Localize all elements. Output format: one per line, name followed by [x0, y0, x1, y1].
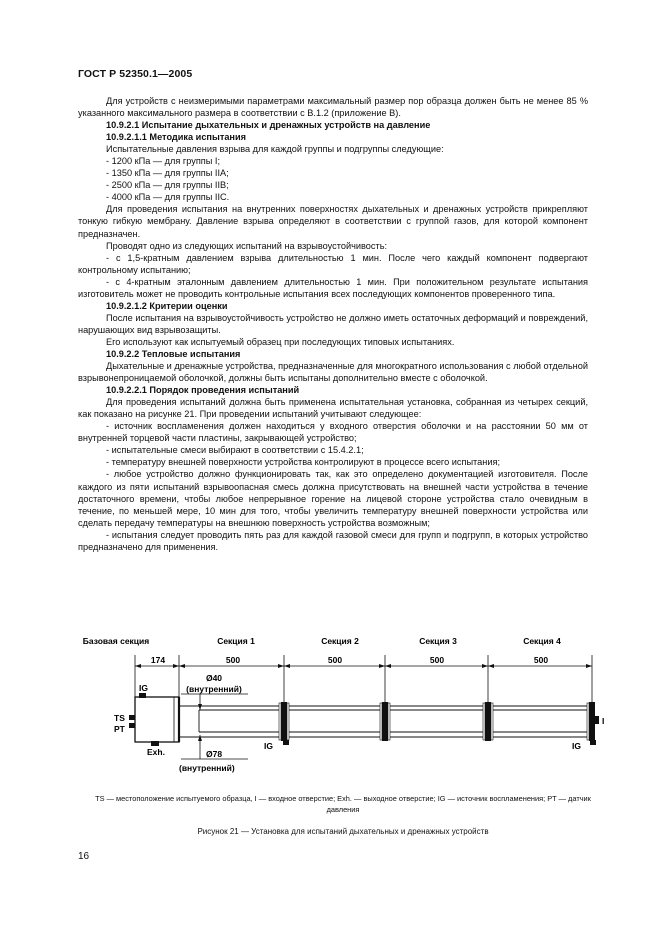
dimension-lines	[135, 655, 592, 705]
base-section-box	[135, 697, 179, 742]
paragraph: Дыхательные и дренажные устройства, предназначенные для многократного использования с любой отдельной взрывонепроницаемой оболочкой, должны быть испытаны дополнительно вместе с оболочкой.	[78, 361, 588, 384]
dim-section-4: 500	[533, 655, 549, 665]
dim-base: 174	[150, 655, 166, 665]
paragraph: Для устройств с неизмеримыми параметрами максимальный размер пор образца должен быть не менее 85 % указанного максимального размера в соответствии с В.1.2 (приложение В).	[78, 96, 588, 119]
section-heading: 10.9.2.2 Тепловые испытания	[106, 348, 241, 359]
list-item: - источник воспламенения должен находиться у входного отверстия оболочки и на расстоянии 50 мм от внутренней торцевой части пластины, закрывающей устройство;	[78, 421, 588, 444]
flanges	[281, 702, 595, 741]
paragraph: Испытательные давления взрыва для каждой группы и подгруппы следующие:	[106, 144, 444, 155]
section-3-label: Секция 3	[419, 636, 457, 646]
base-section-label: Базовая секция	[82, 636, 150, 646]
list-item: - 4000 кПа — для группы IIC.	[106, 192, 230, 203]
list-item: - испытательные смеси выбирают в соответствии с 15.4.2.1;	[106, 445, 364, 456]
pt-label: PT	[114, 724, 125, 734]
dim-section-2: 500	[327, 655, 343, 665]
inner-diameter-top-note: (внутренний)	[186, 684, 242, 694]
dim-section-3: 500	[429, 655, 445, 665]
list-item: - 1200 кПа — для группы I;	[106, 156, 221, 167]
inner-diameter-top: Ø40	[205, 673, 223, 683]
list-item: - 2500 кПа — для группы IIB;	[106, 180, 229, 191]
exh-label: Exh.	[147, 747, 165, 757]
figure-legend: TS — местоположение испытуемого образца, I — входное отверстие; Exh. — выходное отверстие; IG — источник воспламенения; PT — датчик давления	[95, 794, 591, 814]
list-item: - с 1,5-кратным давлением взрыва длительностью 1 мин. После чего каждый компонент подвергают контрольному испытанию;	[78, 252, 588, 275]
inner-diameter-bottom: Ø78	[206, 749, 223, 759]
paragraph: Проводят одно из следующих испытаний на взрывоустойчивость:	[106, 240, 388, 251]
section-1-label: Секция 1	[217, 636, 255, 646]
list-item: - с 4-кратным эталонным давлением длительностью 1 мин. При положительном результате испытания изготовитель может не проводить контрольные испытания всех последующих компонентов проверенного типа.	[78, 276, 588, 299]
section-4-label: Секция 4	[523, 636, 561, 646]
section-heading: 10.9.2.1.2 Критерии оценки	[106, 300, 228, 311]
section-heading: 10.9.2.1 Испытание дыхательных и дренажных устройств на давление	[106, 120, 431, 131]
ts-label: TS	[114, 713, 125, 723]
list-item: - любое устройство должно функционировать так, как это определено документацией изготовителя. После каждого из пяти испытаний взрывоопасная смесь должна присутствовать на внешней части устройства в течение достаточного времени, чтобы любое непрерывное горение на лицевой стороне устройства стало очевидным в течение, по меньшей мере, 10 мин для того, чтобы увеличить температуру внешней поверхности устройства или сделать передачу температуры на внешнюю поверхность устройства возможным;	[78, 469, 588, 528]
inlet-label: I	[602, 716, 605, 726]
list-item: - 1350 кПа — для группы IIA;	[106, 168, 229, 179]
figure-caption: Рисунок 21 — Установка для испытаний дыхательных и дренажных устройств	[197, 827, 489, 836]
document-header: ГОСТ Р 52350.1—2005	[78, 68, 193, 80]
inner-diameter-bottom-note: (внутренний)	[179, 763, 235, 773]
dim-section-1: 500	[225, 655, 241, 665]
ig-right-label: IG	[572, 741, 581, 751]
ig-top-label: IG	[139, 683, 148, 693]
test-setup-figure	[78, 631, 608, 781]
page-number: 16	[78, 851, 90, 862]
list-item: - температуру внешней поверхности устройства контролируют в процессе всего испытания;	[106, 457, 500, 468]
list-item: - испытания следует проводить пять раз для каждой газовой смеси для групп и подгрупп, в которых устройство предназначено для применения.	[78, 529, 588, 552]
section-2-label: Секция 2	[321, 636, 359, 646]
document-body	[78, 95, 588, 553]
paragraph: Его используют как испытуемый образец при последующих типовых испытаниях.	[106, 336, 455, 347]
ig-mid-label: IG	[264, 741, 273, 751]
paragraph: После испытания на взрывоустойчивость устройство не должно иметь остаточных деформаций и повреждений, нарушающих вид взрывозащиты.	[78, 312, 588, 335]
paragraph: Для проведения испытаний должна быть применена испытательная установка, собранная из четырех секций, как показано на рисунке 21. При проведении испытаний учитывают следующее:	[78, 397, 588, 420]
paragraph: Для проведения испытания на внутренних поверхностях дыхательных и дренажных устройств прикрепляют тонкую гибкую мембрану. Давление взрыва определяют в соответствии с группой газов, для которой компонент предназначен.	[78, 204, 588, 239]
section-heading: 10.9.2.2.1 Порядок проведения испытаний	[106, 385, 300, 396]
section-heading: 10.9.2.1.1 Методика испытания	[106, 132, 246, 143]
